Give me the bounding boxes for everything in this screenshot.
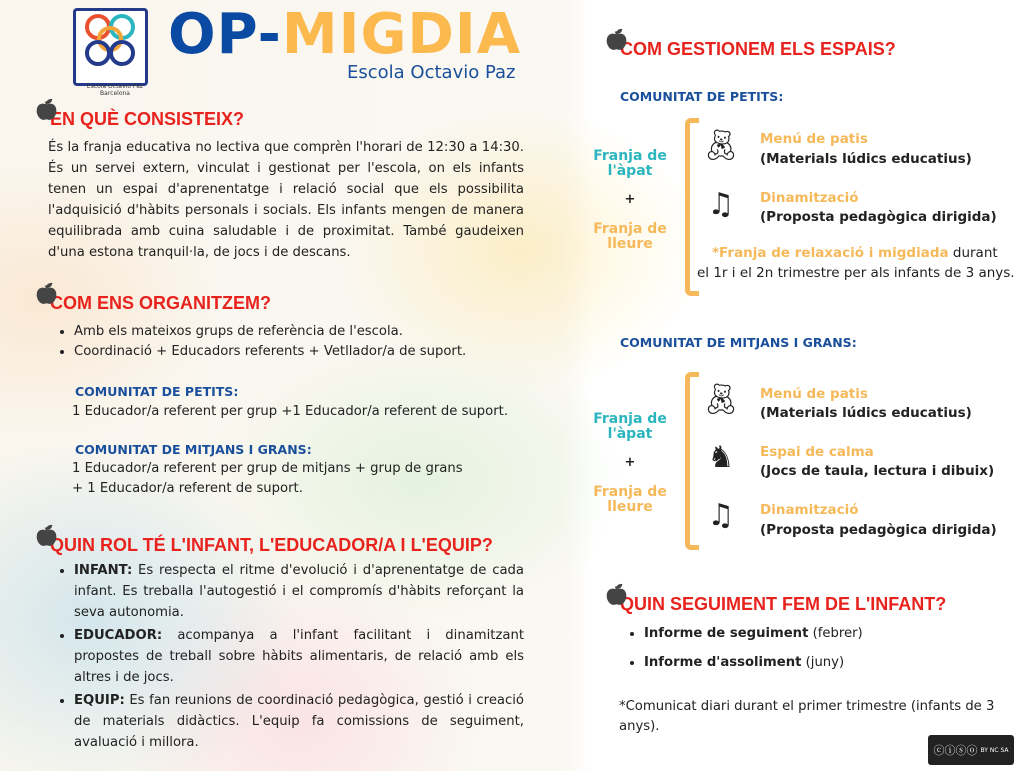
roles-list — [48, 560, 524, 753]
section-heading: 🍎︎ QUIN ROL TÉ L'INFANT, L'EDUCADOR/A I L'EQUIP? — [34, 525, 493, 555]
logo-city: Barcelona — [100, 90, 130, 97]
cc-license-badge: ⓒⓘⓢⓞ BY NC SA — [928, 735, 1014, 765]
page-title: OP-MIGDIA — [168, 2, 522, 67]
text: 1 Educador/a referent per grup +1 Educador/a referent de suport. — [72, 404, 509, 419]
section-heading: 🍎︎ QUIN SEGUIMENT FEM DE L'INFANT? — [604, 584, 947, 614]
board-games-icon: ♞︎ — [707, 440, 735, 475]
item-title: Menú de patis — [760, 131, 868, 147]
list-item: • Informe d'assoliment (juny) — [644, 653, 863, 673]
item-sub: (Proposta pedagògica dirigida) — [760, 209, 997, 225]
label: Franja de lleure — [593, 221, 667, 252]
label: Franja de l'àpat — [593, 411, 667, 442]
item-sub: (Proposta pedagògica dirigida) — [760, 522, 997, 538]
list-item: • EQUIP: Es fan reunions de coordinació pedagògica, gestió i creació de materials didàctics. L'equip fa comissions de seguiment, avaluació i millora. — [74, 690, 524, 753]
apple-icon: 🍎︎ — [604, 584, 630, 606]
note: el 1r i el 2n trimestre per als infants de 3 anys. — [697, 265, 1015, 281]
school-logo — [73, 8, 148, 97]
note: *Franja de relaxació i migdiada durant — [712, 245, 998, 261]
logo-text: Escola Octavio Paz — [86, 83, 144, 90]
subheading: COMUNITAT DE MITJANS I GRANS: — [620, 335, 857, 350]
section-heading: 🍎︎ COM GESTIONEM ELS ESPAIS? — [604, 29, 896, 59]
text: + 1 Educador/a referent de suport. — [72, 481, 303, 496]
subheading: COMUNITAT DE MITJANS I GRANS: — [75, 442, 312, 457]
item-title: Menú de patis — [760, 386, 868, 402]
subheading: COMUNITAT DE PETITS: — [620, 89, 784, 104]
label: Franja de l'àpat — [593, 148, 667, 179]
cc-icon: ⓒⓘⓢⓞ — [933, 744, 978, 757]
list-item: • Amb els mateixos grups de referència de l'escola. — [74, 322, 466, 342]
label: Franja de lleure — [593, 484, 667, 515]
organization-list — [48, 322, 466, 362]
item-title: Espai de calma — [760, 444, 874, 460]
dancing-kids-icon: ♫︎ — [707, 187, 735, 222]
section-heading: 🍎︎ COM ENS ORGANITZEM? — [34, 283, 271, 313]
toy-box-icon: 🧸︎ — [701, 128, 741, 163]
apple-icon: 🍎︎ — [604, 29, 630, 51]
item-title: Dinamització — [760, 502, 859, 518]
item-title: Dinamització — [760, 190, 859, 206]
dancing-kids-icon: ♫︎ — [707, 498, 735, 533]
item-sub: (Materials lúdics educatius) — [760, 151, 972, 167]
section-heading: 🍎︎ EN QUÈ CONSISTEIX? — [34, 99, 245, 129]
apple-icon: 🍎︎ — [34, 525, 60, 547]
bracket — [685, 372, 699, 550]
plus: + — [624, 455, 636, 470]
list-item: • INFANT: Es respecta el ritme d'evolució i d'aprenentatge de cada infant. Es treballa l'autogestió i el compromís d'hàbits reforçant la seva autonomia. — [74, 560, 524, 623]
page-subtitle: Escola Octavio Paz — [347, 62, 516, 83]
apple-icon: 🍎︎ — [34, 283, 60, 305]
apple-icon: 🍎︎ — [34, 99, 60, 121]
plus: + — [624, 192, 636, 207]
logo-rings-icon — [76, 11, 145, 73]
intro-text: És la franja educativa no lectiva que comprèn l'horari de 12:30 a 14:30. És un servei extern, vinculat i gestionat per l'escola, on els infants tenen un espai d'aprenentatge i relació social que els possibilita l'adquisició d'hàbits personals i socials. Els infants mengen de manera equilibrada amb cuina saludable i de proximitat. També gaudeixen d'una estona tranquil·la, de jocs i de descans. — [48, 140, 524, 260]
toy-box-icon: 🧸︎ — [701, 382, 741, 417]
item-sub: (Materials lúdics educatius) — [760, 405, 972, 421]
followup-list — [618, 624, 863, 673]
text: 1 Educador/a referent per grup de mitjans + grup de grans — [72, 461, 463, 476]
item-sub: (Jocs de taula, lectura i dibuix) — [760, 463, 995, 479]
list-item: • EDUCADOR: acompanya a l'infant facilitant i dinamitzant propostes de treball sobre hàbits alimentaris, de relació amb els altres i de jocs. — [74, 625, 524, 688]
subheading: COMUNITAT DE PETITS: — [75, 384, 239, 399]
list-item: • Informe de seguiment (febrer) — [644, 624, 863, 644]
note: *Comunicat diari durant el primer trimestre (infants de 3 anys). — [619, 699, 995, 734]
list-item: • Coordinació + Educadors referents + Vetllador/a de suport. — [74, 342, 466, 362]
